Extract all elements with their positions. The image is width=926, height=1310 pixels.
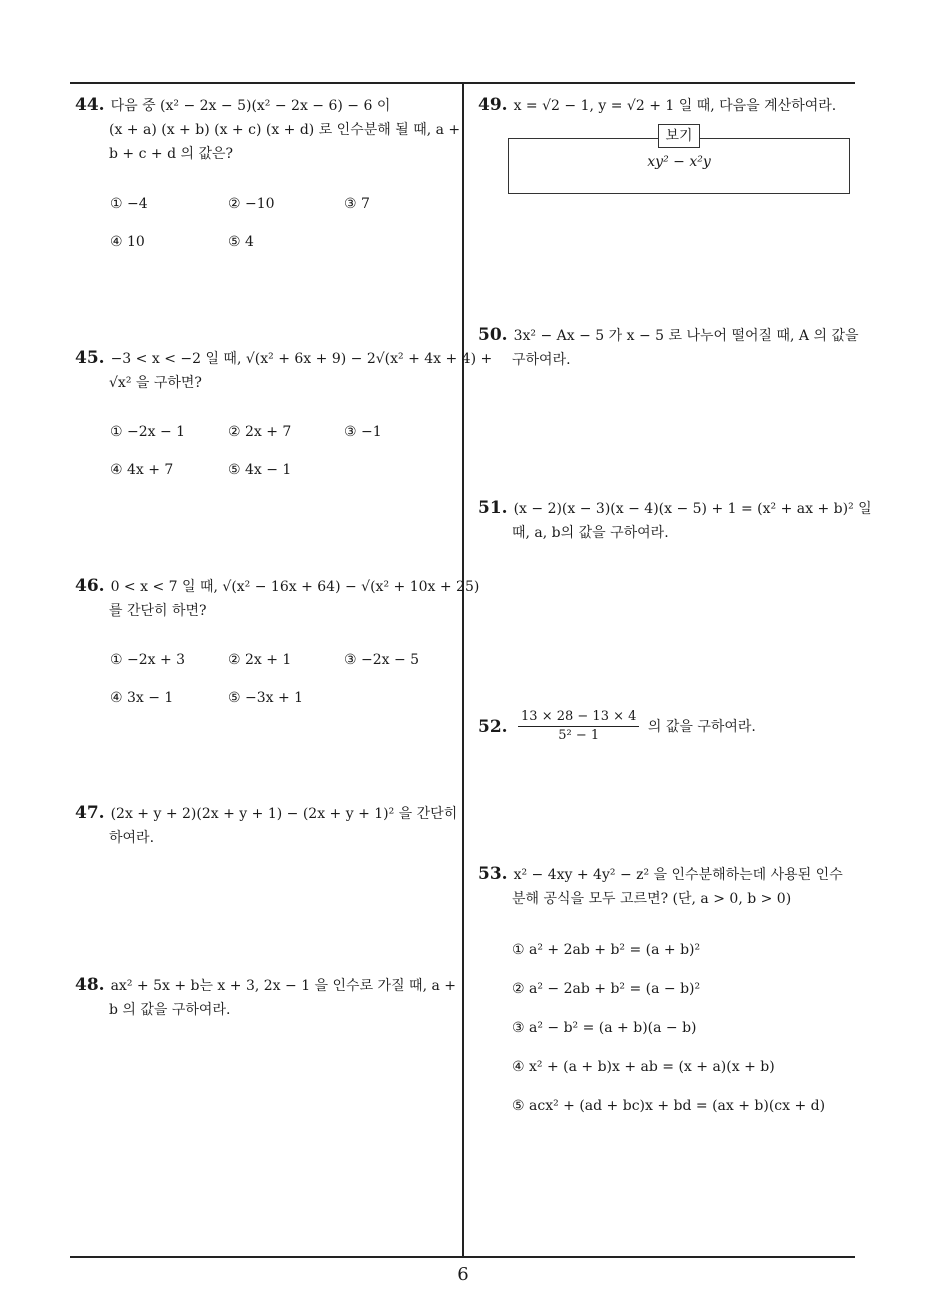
choice-4[interactable]: ④ 3x − 1 xyxy=(110,690,174,706)
choice-1[interactable]: ① −2x + 3 xyxy=(110,652,186,668)
question-number: 46. xyxy=(75,576,105,596)
question-number: 52. xyxy=(478,716,508,737)
question-number: 47. xyxy=(75,803,105,823)
question-text-tail: 의 값을 구하여라. xyxy=(647,718,756,735)
question-text-line2: (x + a) (x + b) (x + c) (x + d) 로 인수분해 될 때, a + xyxy=(109,122,461,138)
column-divider xyxy=(462,82,464,1258)
question-44 xyxy=(75,93,461,166)
question-text-line2: 를 간단히 하면? xyxy=(109,603,207,619)
choice-3[interactable]: ③ a² − b² = (a + b)(a − b) xyxy=(512,1020,697,1036)
choice-5[interactable]: ⑤ −3x + 1 xyxy=(228,690,304,706)
choice-5[interactable]: ⑤ acx² + (ad + bc)x + bd = (ax + b)(cx + d) xyxy=(512,1098,826,1114)
choice-4[interactable]: ④ x² + (a + b)x + ab = (x + a)(x + b) xyxy=(512,1059,775,1075)
choice-3[interactable]: ③ 7 xyxy=(344,196,370,212)
question-46 xyxy=(75,574,480,623)
question-number: 49. xyxy=(478,95,508,115)
question-text-line1: 0 < x < 7 일 때, √(x² − 16x + 64) − √(x² + 10x + 25) xyxy=(110,579,480,595)
choice-5[interactable]: ⑤ 4x − 1 xyxy=(228,462,292,478)
question-text-line3: b + c + d 의 값은? xyxy=(109,146,234,162)
choice-2[interactable]: ② 2x + 7 xyxy=(228,424,292,440)
example-box-label: 보기 xyxy=(658,124,700,148)
choice-2[interactable]: ② a² − 2ab + b² = (a − b)² xyxy=(512,981,701,997)
example-box-content: xy² − x²y xyxy=(647,154,711,170)
choice-2[interactable]: ② 2x + 1 xyxy=(228,652,292,668)
question-47 xyxy=(75,801,457,850)
choice-1[interactable]: ① −4 xyxy=(110,196,148,212)
question-49 xyxy=(478,93,856,118)
question-text-line2: 때, a, b의 값을 구하여라. xyxy=(512,525,669,541)
question-text-line1: 3x² − Ax − 5 가 x − 5 로 나누어 떨어질 때, A 의 값을 xyxy=(513,328,859,344)
question-48 xyxy=(75,973,457,1022)
question-text-line2: 분해 공식을 모두 고르면? (단, a > 0, b > 0) xyxy=(512,891,792,907)
fraction-denominator: 5² − 1 xyxy=(558,728,600,743)
fraction-numerator: 13 × 28 − 13 × 4 xyxy=(518,708,639,727)
question-53 xyxy=(478,862,856,911)
choice-4[interactable]: ④ 10 xyxy=(110,234,145,250)
fraction xyxy=(518,708,639,745)
question-number: 53. xyxy=(478,864,508,884)
question-45 xyxy=(75,346,493,395)
question-number: 51. xyxy=(478,498,508,518)
question-text-line1: 다음 중 (x² − 2x − 5)(x² − 2x − 6) − 6 이 xyxy=(110,98,391,114)
question-text-line1: x = √2 − 1, y = √2 + 1 일 때, 다음을 계산하여라. xyxy=(513,98,837,114)
question-number: 45. xyxy=(75,348,105,368)
question-text-line2: √x² 을 구하면? xyxy=(109,375,202,391)
question-text-line1: (2x + y + 2)(2x + y + 1) − (2x + y + 1)² 을 간단히 xyxy=(110,806,458,822)
question-number: 50. xyxy=(478,325,508,345)
choice-1[interactable]: ① −2x − 1 xyxy=(110,424,186,440)
question-52 xyxy=(478,708,856,745)
choice-1[interactable]: ① a² + 2ab + b² = (a + b)² xyxy=(512,942,701,958)
choice-4[interactable]: ④ 4x + 7 xyxy=(110,462,174,478)
question-51 xyxy=(478,496,872,545)
choice-3[interactable]: ③ −1 xyxy=(344,424,382,440)
question-text-line1: −3 < x < −2 일 때, √(x² + 6x + 9) − 2√(x² + 4x + 4) + xyxy=(110,351,493,367)
question-number: 44. xyxy=(75,95,105,115)
question-text-line1: ax² + 5x + b는 x + 3, 2x − 1 을 인수로 가질 때, a + xyxy=(110,978,457,994)
question-text-line2: 하여라. xyxy=(109,830,155,846)
page-number: 6 xyxy=(457,1264,469,1285)
choice-3[interactable]: ③ −2x − 5 xyxy=(344,652,420,668)
question-number: 48. xyxy=(75,975,105,995)
question-text-line1: (x − 2)(x − 3)(x − 4)(x − 5) + 1 = (x² + ax + b)² 일 xyxy=(513,501,872,517)
question-text-line2: b 의 값을 구하여라. xyxy=(109,1002,231,1018)
question-text-line1: x² − 4xy + 4y² − z² 을 인수분해하는데 사용된 인수 xyxy=(513,867,843,883)
question-text-line2: 구하여라. xyxy=(512,352,571,368)
question-50 xyxy=(478,323,859,372)
choice-5[interactable]: ⑤ 4 xyxy=(228,234,254,250)
choice-2[interactable]: ② −10 xyxy=(228,196,275,212)
